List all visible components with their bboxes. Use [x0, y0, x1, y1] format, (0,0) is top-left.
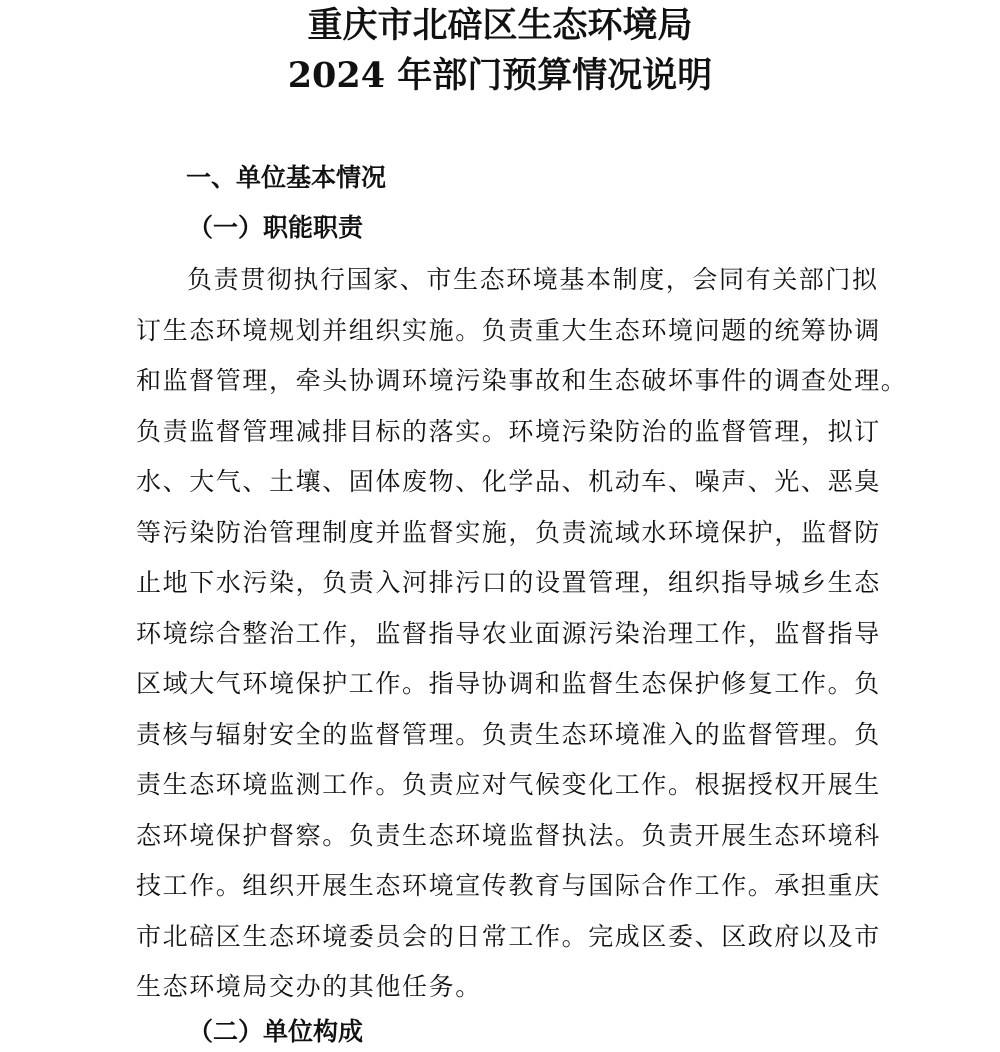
paragraph-line: 区域大气环境保护工作。指导协调和监督生态保护修复工作。负 — [136, 669, 881, 698]
paragraph-line: 负责监督管理减排目标的落实。环境污染防治的监督管理，拟订 — [136, 416, 881, 446]
paragraph-line: 水、大气、土壤、固体废物、化学品、机动车、噪声、光、恶臭 — [136, 467, 881, 496]
paragraph-line: 责核与辐射安全的监督管理。负责生态环境准入的监督管理。负 — [136, 719, 881, 749]
paragraph-line: 订生态环境规划并组织实施。负责重大生态环境问题的统筹协调 — [136, 315, 881, 345]
section-heading-basic-info: 一、单位基本情况 — [186, 163, 387, 192]
paragraph-line: 等污染防治管理制度并监督实施，负责流域水环境保护，监督防 — [136, 517, 881, 547]
document-title-line-1: 重庆市北碚区生态环境局 — [307, 5, 693, 46]
paragraph-line: 负责贯彻执行国家、市生态环境基本制度，会同有关部门拟 — [187, 265, 879, 294]
paragraph-line: 市北碚区生态环境委员会的日常工作。完成区委、区政府以及市 — [136, 921, 881, 951]
paragraph-line: 态环境保护督察。负责生态环境监督执法。负责开展生态环境科 — [136, 820, 881, 850]
document-title-line-2: 2024 年部门预算情况说明 — [287, 55, 713, 96]
functions-paragraph — [136, 260, 908, 1018]
paragraph-line: 技工作。组织开展生态环境宣传教育与国际合作工作。承担重庆 — [136, 871, 881, 900]
paragraph-line: 和监督管理，牵头协调环境污染事故和生态破坏事件的调查处理。 — [136, 366, 908, 395]
paragraph-line: 责生态环境监测工作。负责应对气候变化工作。根据授权开展生 — [136, 770, 881, 799]
paragraph-line: 环境综合整治工作，监督指导农业面源污染治理工作，监督指导 — [136, 618, 881, 648]
subsection-heading-functions: （一）职能职责 — [188, 213, 364, 242]
paragraph-line: 止地下水污染，负责入河排污口的设置管理，组织指导城乡生态 — [136, 568, 881, 597]
paragraph-line: 生态环境局交办的其他任务。 — [136, 972, 482, 1001]
subsection-heading-composition: （二）单位构成 — [188, 1017, 364, 1046]
